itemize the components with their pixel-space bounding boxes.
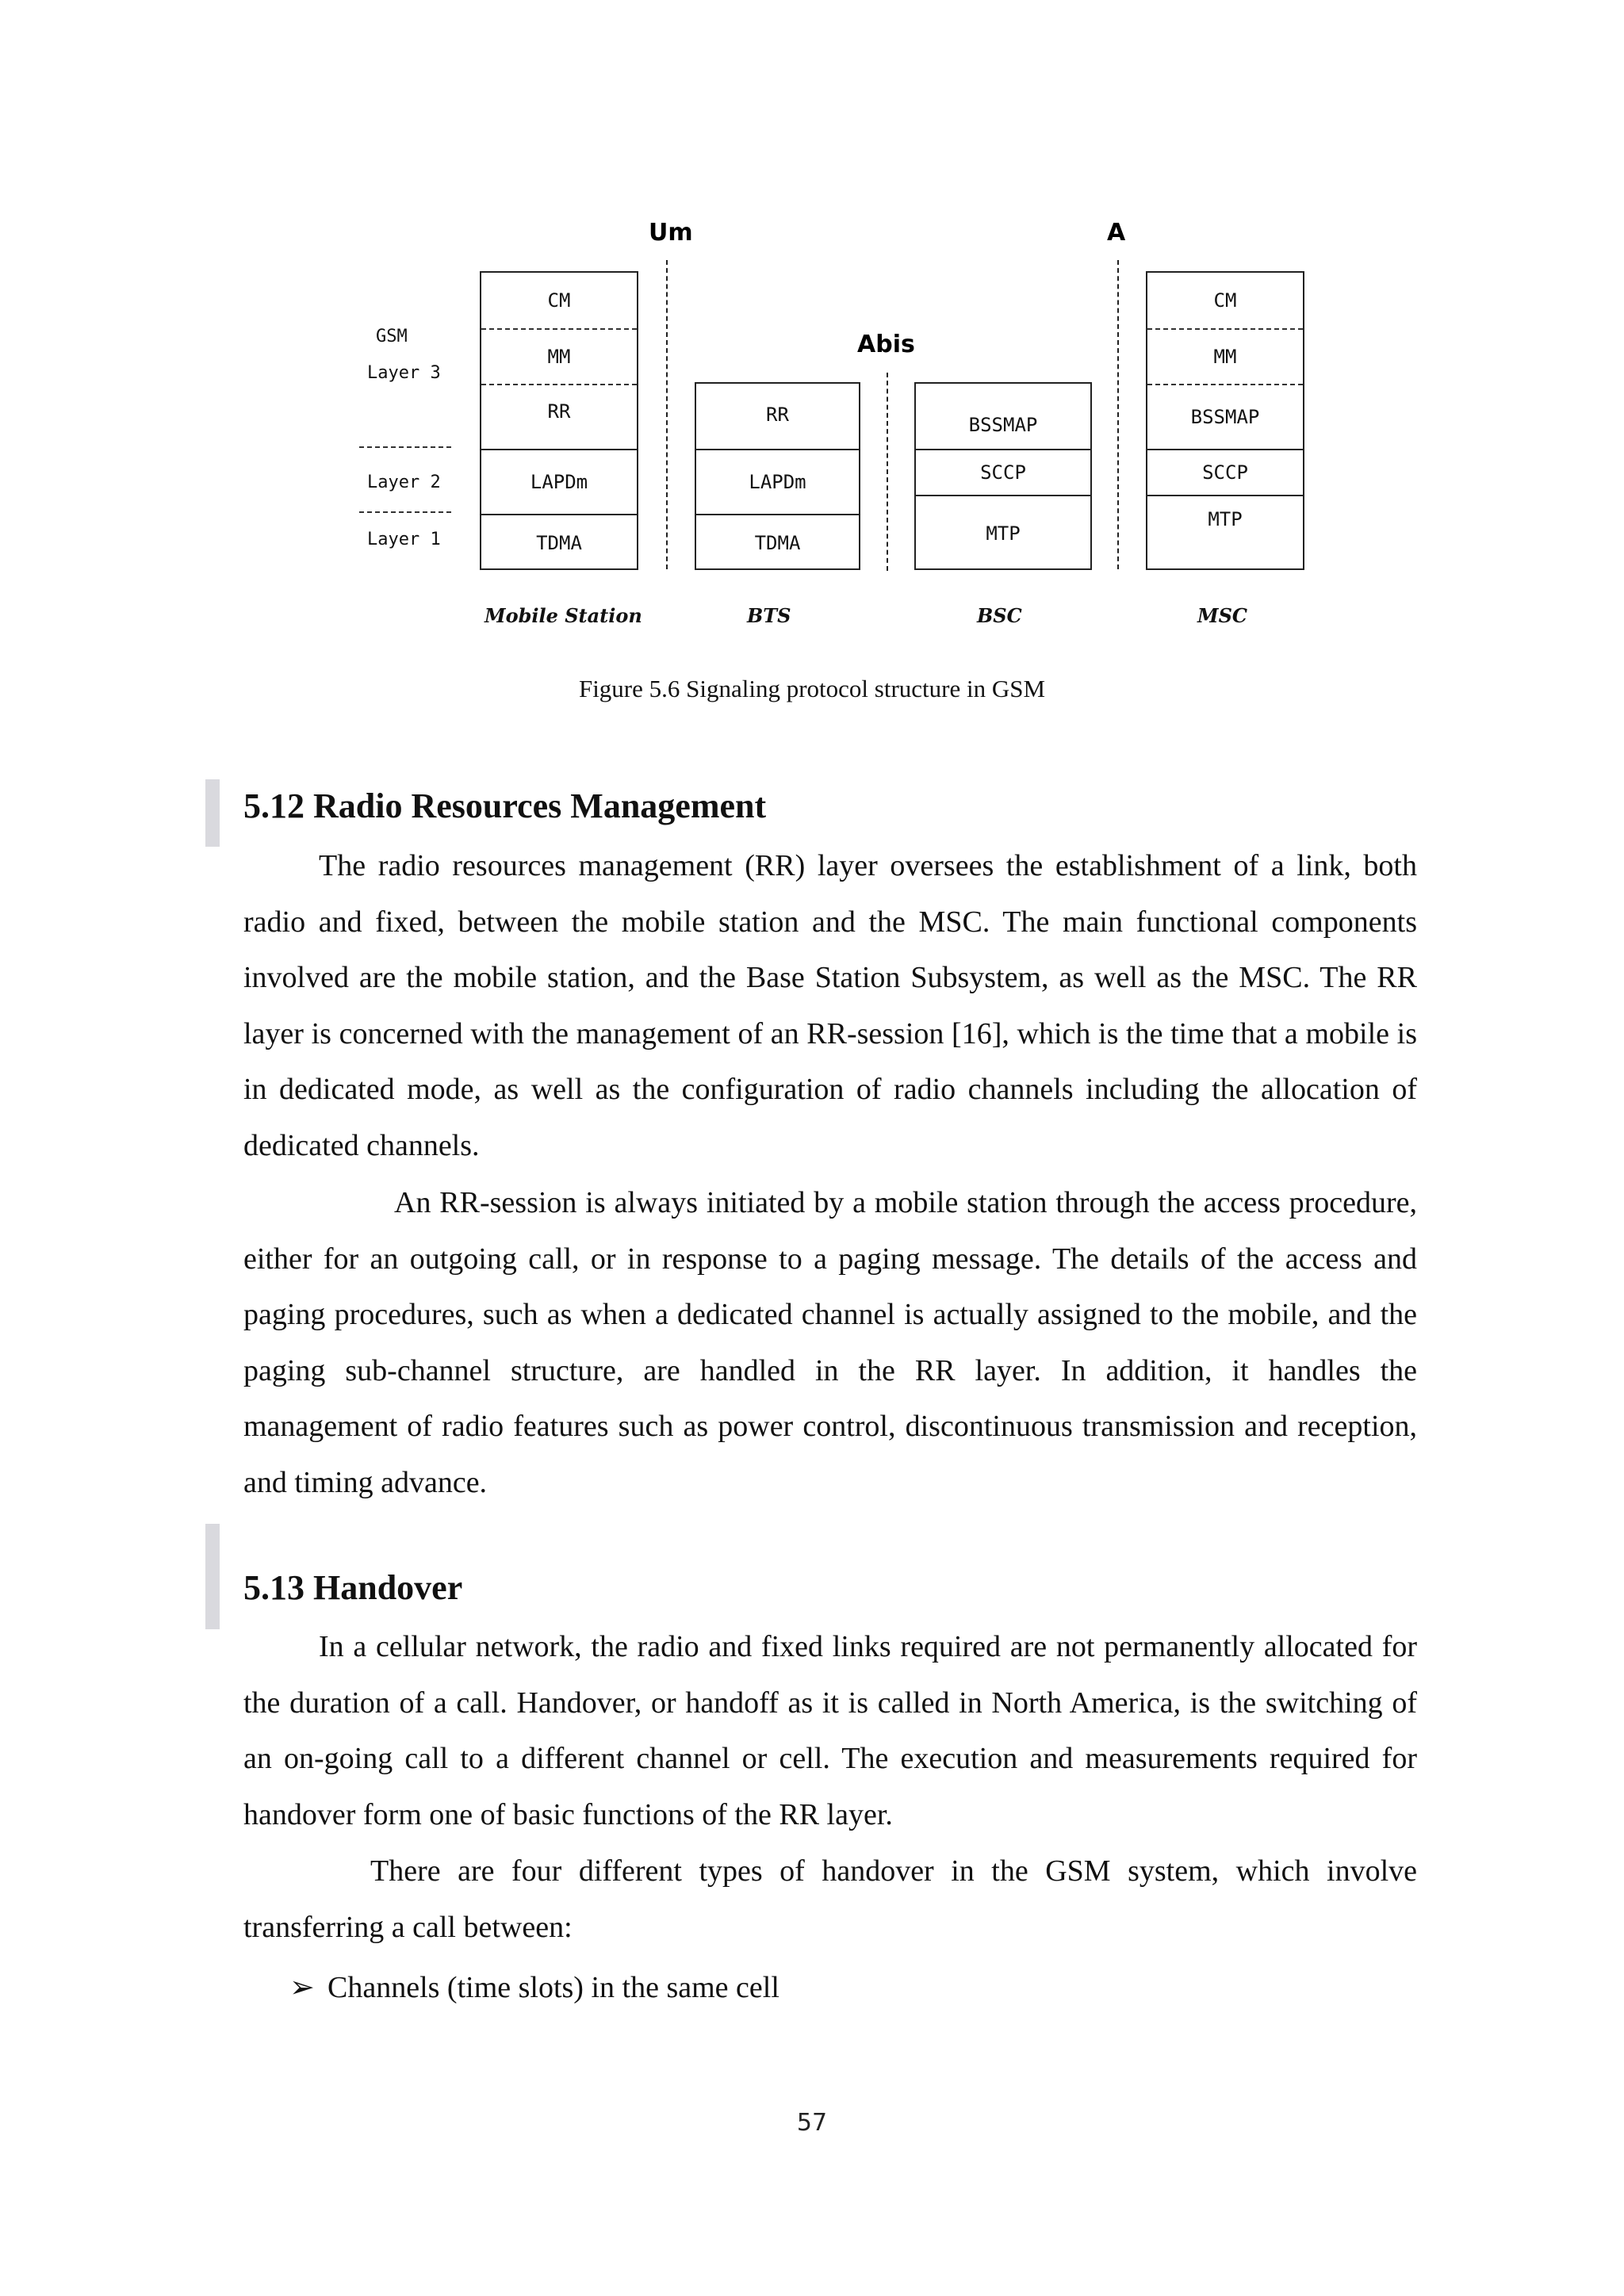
layer-separator-2-1	[359, 511, 451, 513]
node-label-bts: BTS	[747, 604, 791, 627]
list-item-text: Channels (time slots) in the same cell	[327, 1971, 779, 2004]
layer-label-1: Layer 1	[367, 530, 441, 549]
ms-rr: RR	[481, 384, 637, 438]
paragraph: In a cellular network, the radio and fixed links required are not permanently allocated for the duration of a call. Handover, or handoff as it is called in North America, is the switching of an on-going call to a different channel or cell. The execution and measurements required for handover form one of basic functions of the RR layer.	[243, 1630, 1417, 1831]
msc-sccp: SCCP	[1147, 449, 1303, 495]
bts-lapdm: LAPDm	[696, 449, 859, 514]
abis-divider	[887, 373, 888, 571]
bsc-mtp: MTP	[916, 495, 1090, 570]
ms-mm: MM	[481, 328, 637, 384]
arrow-bullet-icon: ➢	[289, 1971, 315, 2004]
bts-stack	[695, 382, 860, 570]
layer-label-3: Layer 3	[367, 363, 441, 383]
list-item	[289, 1960, 779, 2015]
node-label-msc: MSC	[1197, 604, 1247, 627]
bts-rr: RR	[766, 404, 789, 426]
msc-bssmap: BSSMAP	[1147, 384, 1303, 449]
msc-stack	[1146, 271, 1304, 570]
section-heading-5-13: 5.13 Handover	[243, 1568, 463, 1607]
interface-label-um: Um	[649, 219, 693, 247]
paragraph: There are four different types of handover in the GSM system, which involve transferring a call between:	[243, 1854, 1417, 1944]
mobile-station-stack	[480, 271, 638, 570]
page-number: 57	[796, 2109, 828, 2137]
bsc-stack	[914, 382, 1092, 570]
bsc-bssmap: BSSMAP	[968, 414, 1038, 436]
um-divider	[666, 260, 668, 569]
msc-mtp: MTP	[1147, 495, 1303, 542]
paragraph: The radio resources management (RR) layer oversees the establishment of a link, both radio and fixed, between the mobile station and the MSC. The main functional components involved are the mobile station, and the Base Station Subsystem, as well as the MSC. The RR layer is concerned with the management of an RR-session [16], which is the time that a mobile is in dedicated mode, as well as the configuration of radio channels including the allocation of dedicated channels.	[243, 849, 1417, 1162]
ms-lapdm: LAPDm	[481, 449, 637, 514]
node-label-bsc: BSC	[977, 604, 1022, 627]
layer-label-2: Layer 2	[367, 473, 441, 492]
figure-caption: Figure 5.6 Signaling protocol structure in GSM	[578, 675, 1046, 702]
section-marker-bar	[205, 1524, 220, 1629]
section-heading-5-12: 5.12 Radio Resources Management	[243, 786, 767, 825]
ms-cm: CM	[547, 289, 571, 312]
interface-label-abis: Abis	[857, 331, 915, 358]
section-marker-bar	[205, 779, 220, 847]
interface-label-a: A	[1107, 219, 1126, 247]
a-divider	[1117, 260, 1119, 569]
bts-tdma: TDMA	[696, 514, 859, 570]
bsc-sccp: SCCP	[916, 449, 1090, 495]
msc-mm: MM	[1147, 328, 1303, 384]
msc-cm: CM	[1213, 289, 1237, 312]
paragraph: An RR-session is always initiated by a mobile station through the access procedure, either for an outgoing call, or in response to a paging message. The details of the access and paging procedures, such as when a dedicated channel is actually assigned to the mobile, and the paging sub-channel structure, are handled in the RR layer. In addition, it handles the management of radio features such as power control, discontinuous transmission and reception, and timing advance.	[243, 1186, 1417, 1499]
layer-separator-3-2	[359, 446, 451, 448]
layer-label-gsm: GSM	[376, 327, 408, 346]
ms-tdma: TDMA	[481, 514, 637, 570]
node-label-mobile-station: Mobile Station	[485, 604, 642, 627]
gsm-signaling-figure	[0, 0, 1624, 714]
